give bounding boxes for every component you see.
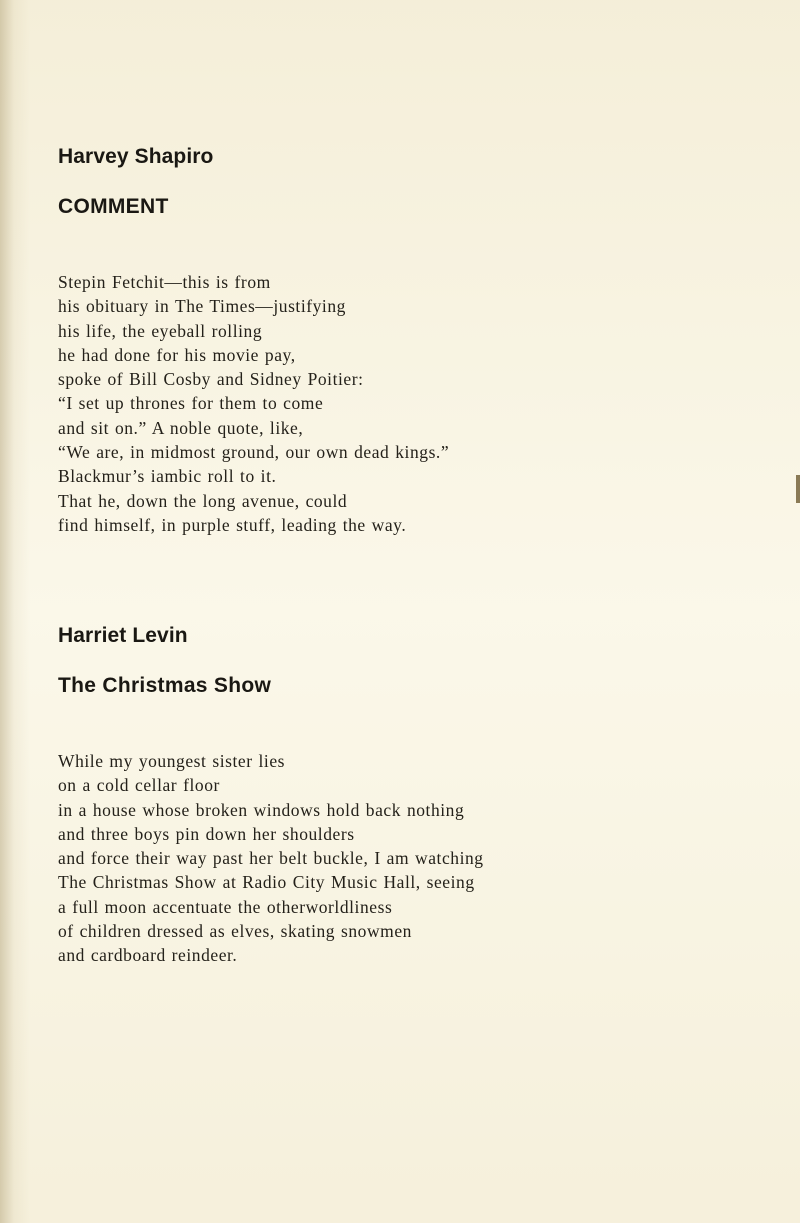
poem-line: a full moon accentuate the otherworldliness [58, 896, 393, 917]
poem-body [58, 749, 738, 968]
poem-line: “We are, in midmost ground, our own dead kings.” [58, 442, 450, 463]
poem-line: That he, down the long avenue, could [58, 490, 348, 511]
poem-line: in a house whose broken windows hold back nothing [58, 799, 465, 820]
poem-author: Harriet Levin [58, 624, 188, 647]
poem-line: and sit on.” A noble quote, like, [58, 417, 304, 438]
poem-title: The Christmas Show [58, 674, 272, 697]
poem-line: find himself, in purple stuff, leading the way. [58, 514, 407, 535]
page-edge-mark [796, 475, 800, 503]
poem-line: he had done for his movie pay, [58, 344, 296, 365]
poem-line: on a cold cellar floor [58, 775, 220, 796]
poem-line: spoke of Bill Cosby and Sidney Poitier: [58, 369, 364, 390]
poem-line: his obituary in The Times—justifying [58, 296, 346, 317]
poem-christmas-show [58, 621, 738, 968]
poem-line: and cardboard reindeer. [58, 945, 238, 966]
poem-body [58, 270, 738, 537]
poem-line: Stepin Fetchit—this is from [58, 272, 271, 292]
poem-line: and force their way past her belt buckle, I am watching [58, 848, 484, 869]
poem-line: “I set up thrones for them to come [58, 393, 324, 414]
poem-line: The Christmas Show at Radio City Music Hall, seeing [58, 872, 475, 893]
poem-comment [58, 142, 738, 537]
poem-line: While my youngest sister lies [58, 751, 286, 771]
poem-line: of children dressed as elves, skating snowmen [58, 921, 412, 942]
poem-author: Harvey Shapiro [58, 145, 214, 168]
poem-line: Blackmur’s iambic roll to it. [58, 466, 277, 487]
poem-line: his life, the eyeball rolling [58, 320, 263, 341]
poem-title: COMMENT [58, 195, 169, 218]
poem-line: and three boys pin down her shoulders [58, 823, 355, 844]
